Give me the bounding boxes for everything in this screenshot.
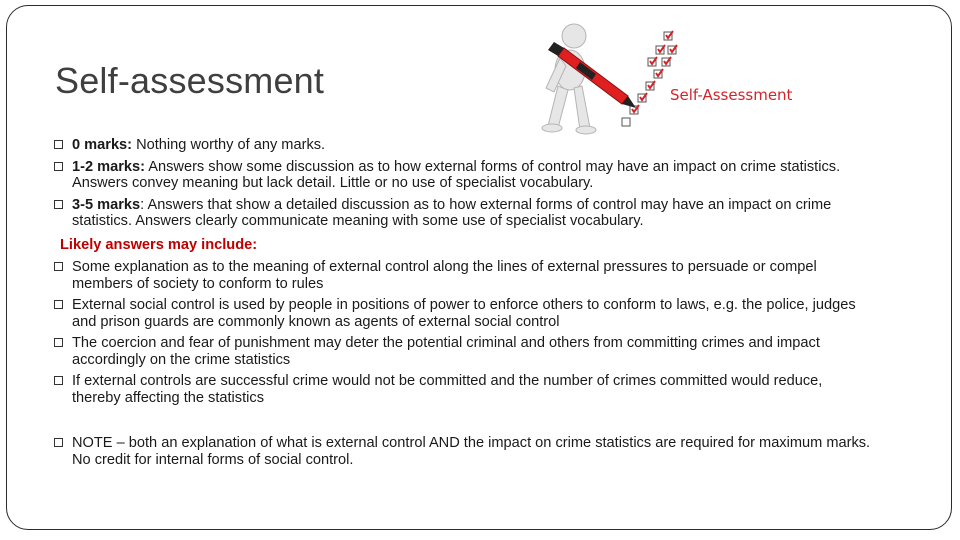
- image-caption: Self-Assessment: [670, 86, 793, 104]
- criterion-item: [52, 159, 872, 192]
- answer-item: [52, 259, 872, 292]
- checkbox-bullet-icon: [54, 140, 63, 149]
- checkbox-bullet-icon: [54, 300, 63, 309]
- answer-text: Some explanation as to the meaning of external control along the lines of external pressures to persuade or compel members of society to conform to rules: [72, 259, 817, 292]
- answer-text: The coercion and fear of punishment may deter the potential criminal and others from committing crimes and impact accordingly on the crime statistics: [72, 335, 820, 368]
- criterion-label: 1-2 marks:: [72, 158, 146, 175]
- answer-item: [52, 297, 872, 330]
- checkbox-bullet-icon: [54, 438, 63, 447]
- answer-text: If external controls are successful crime would not be committed and the number of crimes committed would reduce, thereby affecting the statistics: [72, 373, 823, 406]
- criterion-label: 3-5 marks: [72, 196, 141, 213]
- checkbox-bullet-icon: [54, 162, 63, 171]
- criterion-text: Nothing worthy of any marks.: [132, 137, 326, 153]
- checkbox-bullet-icon: [54, 376, 63, 385]
- checkbox-bullet-icon: [54, 338, 63, 347]
- criterion-text: : Answers that show a detailed discussion as to how external forms of control may have an impact on crime statistics. Answers clearly communicate meaning with some use of specialist vocabulary.: [72, 196, 832, 229]
- answer-text: External social control is used by people in positions of power to enforce others to conform to laws, e.g. the police, judges and prison guards are commonly known as agents of external social control: [72, 297, 856, 330]
- criterion-item: [52, 137, 872, 154]
- likely-answers-heading: Likely answers may include:: [60, 236, 258, 253]
- self-assessment-figure-icon: [540, 18, 793, 143]
- criterion-label: 0 marks:: [72, 137, 133, 153]
- answer-item: [52, 335, 872, 368]
- note-item: [52, 435, 872, 468]
- answer-item: [52, 373, 872, 406]
- slide-title: Self-assessment: [55, 60, 325, 101]
- checkbox-bullet-icon: [54, 200, 63, 209]
- note-text: NOTE – both an explanation of what is external control AND the impact on crime statistics are required for maximum marks. No credit for internal forms of social control.: [72, 435, 871, 468]
- criterion-item: [52, 197, 872, 230]
- checkbox-bullet-icon: [54, 262, 63, 271]
- criterion-text: Answers show some discussion as to how external forms of control may have an impact on crime statistics. Answers convey meaning but lack detail. Little or no use of specialist vocabulary.: [72, 158, 841, 191]
- slide-content: [52, 137, 872, 473]
